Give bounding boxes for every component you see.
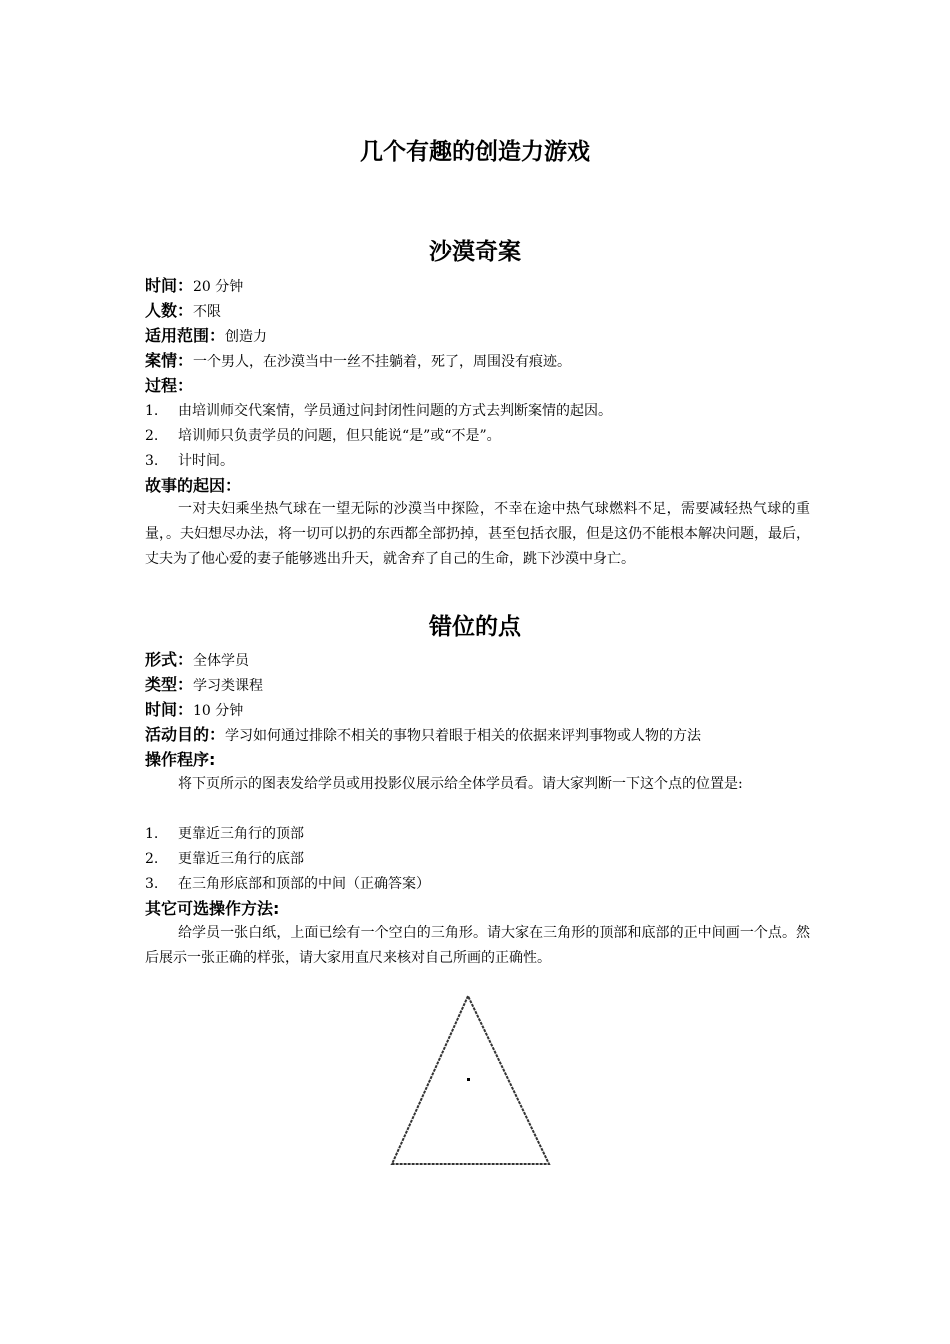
option-item: 1. 更靠近三角行的顶部 bbox=[145, 826, 304, 842]
field-value: 20 分钟 bbox=[193, 279, 244, 295]
section-title-desert-case: 沙漠奇案 bbox=[429, 239, 521, 265]
field-time bbox=[145, 700, 815, 721]
cause-paragraph: 一对夫妇乘坐热气球在一望无际的沙漠当中探险，不幸在途中热气球燃料不足，需要减轻热气球的重量，。夫妇想尽办法，将一切可以扔的东西都全部扔掉，甚至包括衣服，但是这仍不能根本解决问题，最后，丈夫为了他心爱的妻子能够逃出升天，就舍弃了自己的生命，跳下沙漠中身亡。 bbox=[145, 501, 810, 567]
field-label: 形式： bbox=[145, 650, 194, 669]
option-item: 3. 在三角形底部和顶部的中间（正确答案） bbox=[145, 876, 430, 892]
process-step: 2. 培训师只负责学员的问题，但只能说“是”或“不是”。 bbox=[145, 428, 501, 444]
process-step: 3. 计时间。 bbox=[145, 453, 234, 469]
field-value: 学习类课程 bbox=[193, 678, 264, 694]
field-label: 案情： bbox=[145, 351, 194, 370]
field-label: 时间： bbox=[145, 276, 194, 295]
triangle-figure bbox=[385, 992, 557, 1168]
field-format bbox=[145, 650, 815, 671]
center-dot bbox=[467, 1078, 470, 1081]
field-value: 学习如何通过排除不相关的事物只着眼于相关的依据来评判事物或人物的方法 bbox=[225, 728, 702, 744]
field-value: 全体学员 bbox=[193, 653, 250, 669]
field-scope bbox=[145, 326, 815, 347]
process-step: 1. 由培训师交代案情，学员通过问封闭性问题的方式去判断案情的起因。 bbox=[145, 403, 612, 419]
field-value: 一个男人，在沙漠当中一丝不挂躺着，死了，周围没有痕迹。 bbox=[193, 354, 572, 370]
alt-method-paragraph: 给学员一张白纸，上面已绘有一个空白的三角形。请大家在三角形的顶部和底部的正中间画一个点。然后展示一张正确的样张，请大家用直尺来核对自己所画的正确性。 bbox=[145, 925, 810, 966]
field-type bbox=[145, 675, 815, 696]
process-label: 过程： bbox=[145, 376, 194, 395]
option-item: 2. 更靠近三角行的底部 bbox=[145, 851, 304, 867]
document-title: 几个有趣的创造力游戏 bbox=[360, 139, 590, 165]
field-case bbox=[145, 351, 815, 372]
field-label: 适用范围： bbox=[145, 326, 226, 345]
field-label: 活动目的： bbox=[145, 725, 226, 744]
triangle-outline bbox=[392, 996, 549, 1164]
field-value: 10 分钟 bbox=[193, 703, 244, 719]
cause-label: 故事的起因： bbox=[145, 476, 242, 495]
procedure-label: 操作程序: bbox=[145, 750, 216, 769]
field-value: 不限 bbox=[193, 304, 222, 320]
field-time bbox=[145, 276, 815, 297]
field-label: 人数： bbox=[145, 301, 194, 320]
field-label: 时间： bbox=[145, 700, 194, 719]
field-value: 创造力 bbox=[225, 329, 268, 345]
field-purpose bbox=[145, 725, 815, 746]
procedure-paragraph: 将下页所示的图表发给学员或用投影仪展示给全体学员看。请大家判断一下这个点的位置是: bbox=[178, 776, 743, 792]
field-label: 类型： bbox=[145, 675, 194, 694]
alt-method-label: 其它可选操作方法: bbox=[145, 899, 280, 918]
field-participants bbox=[145, 301, 815, 322]
section-title-misplaced-dot: 错位的点 bbox=[429, 614, 521, 640]
